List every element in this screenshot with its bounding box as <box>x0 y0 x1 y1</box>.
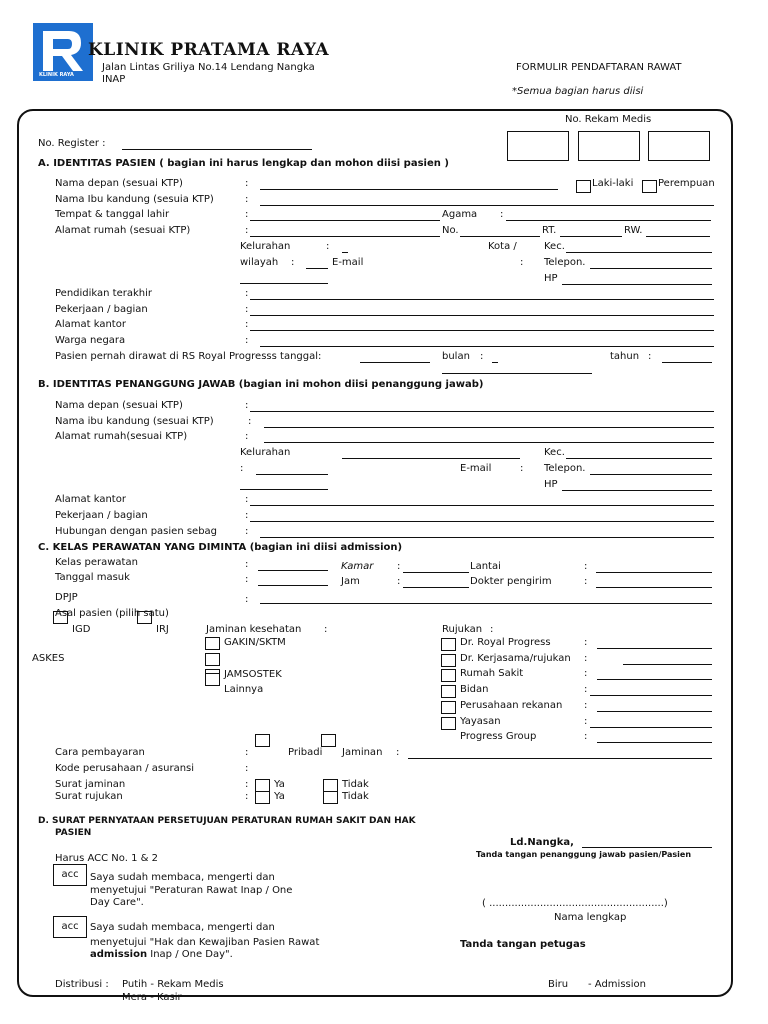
pj-email-field[interactable] <box>240 489 328 490</box>
pendidikan-field[interactable] <box>250 299 714 300</box>
colon: : <box>245 526 249 537</box>
lainnya-label: Lainnya <box>224 684 264 695</box>
form-note: *Semua bagian harus diisi <box>512 86 644 97</box>
no-register-field[interactable] <box>122 149 312 150</box>
pj-pekerjaan-label: Pekerjaan / bagian <box>55 510 148 521</box>
distribusi-label: Distribusi : <box>55 979 109 990</box>
colon: : <box>584 668 588 680</box>
colon: : <box>584 699 588 711</box>
colon: : <box>245 319 249 330</box>
ld-nangka-label: Ld.Nangka, <box>510 837 574 848</box>
admission-label: - Admission <box>588 979 646 990</box>
jaminan-kes-label: Jaminan kesehatan <box>206 624 302 635</box>
colon: : <box>584 715 588 727</box>
colon: : <box>245 763 249 774</box>
form-title: FORMULIR PENDAFTARAN RAWAT <box>516 62 682 73</box>
bulan-field-2[interactable] <box>442 373 592 374</box>
surat-rujukan-label: Surat rujukan <box>55 791 123 802</box>
pj-nama-depan-label: Nama depan (sesuai KTP) <box>55 400 183 411</box>
colon: : <box>248 416 252 427</box>
laki-label: Laki-laki <box>592 178 634 189</box>
kec-field[interactable] <box>566 252 712 253</box>
telepon-field[interactable] <box>590 268 712 269</box>
stmt2-line1: Saya sudah membaca, mengerti dan <box>90 922 275 933</box>
colon: : <box>245 594 249 605</box>
colon: : <box>397 576 401 587</box>
jaminan-label: Jaminan <box>342 747 383 758</box>
putih-label: Putih - Rekam Medis <box>122 979 224 990</box>
colon: : <box>245 178 249 189</box>
pj-wilayah-field[interactable] <box>256 474 328 475</box>
jam-field[interactable] <box>403 587 469 588</box>
irj-checkbox[interactable] <box>137 611 152 624</box>
pj-alamat-label: Alamat rumah(sesuai KTP) <box>55 431 188 442</box>
colon: : <box>245 400 249 411</box>
pj-nama-ibu-label: Nama ibu kandung (sesuai KTP) <box>55 416 214 427</box>
pekerjaan-field[interactable] <box>250 315 714 316</box>
admission-word: admission <box>90 949 148 960</box>
colon: : <box>245 288 249 299</box>
colon: : <box>245 431 249 442</box>
no-field[interactable] <box>460 236 540 237</box>
rujukan-checkbox-3[interactable] <box>441 685 456 698</box>
pj-hubungan-label: Hubungan dengan pasien sebag <box>55 526 218 537</box>
stmt1-line2: menyetujui "Peraturan Rawat Inap / One <box>90 885 293 896</box>
lantai-field[interactable] <box>596 572 712 573</box>
address-line2: INAP <box>102 74 126 85</box>
rujukan-item-label: Bidan <box>460 684 489 696</box>
surat-jaminan-label: Surat jaminan <box>55 779 126 790</box>
pj-kec-label: Kec. <box>544 447 565 458</box>
nama-ibu-label: Nama Ibu kandung (sesuia KTP) <box>55 194 214 205</box>
warga-field[interactable] <box>260 346 714 347</box>
askes-checkbox[interactable] <box>205 653 220 666</box>
colon: : <box>584 576 588 587</box>
clinic-logo <box>33 23 93 81</box>
rujukan-checkbox-4[interactable] <box>441 701 456 714</box>
colon: : <box>245 574 249 585</box>
kelas-label: Kelas perawatan <box>55 557 138 568</box>
tahun-label: tahun <box>610 351 640 362</box>
rekam-medis-box-3[interactable] <box>648 131 710 161</box>
alamat-kantor-label: Alamat kantor <box>55 319 126 330</box>
pj-nama-ibu-field[interactable] <box>264 427 714 428</box>
rujukan-field-0[interactable] <box>597 648 712 649</box>
gakin-label: GAKIN/SKTM <box>224 637 286 648</box>
warga-label: Warga negara <box>55 335 126 346</box>
section-a-heading: A. IDENTITAS PASIEN ( bagian ini harus lengkap dan mohon diisi pasien ) <box>38 158 449 169</box>
colon: : <box>397 561 401 572</box>
pj-alamat-field[interactable] <box>264 442 714 443</box>
colon: : <box>584 561 588 572</box>
pj-pekerjaan-field[interactable] <box>250 521 714 522</box>
alamat-field[interactable] <box>250 236 440 237</box>
wilayah-field[interactable] <box>306 268 328 269</box>
pekerjaan-label: Pekerjaan / bagian <box>55 304 148 315</box>
rujukan-item-label: Dr. Royal Progress <box>460 637 551 648</box>
kota-label: Kota / <box>488 241 517 252</box>
lainnya-checkbox[interactable] <box>205 673 220 686</box>
pj-telepon-label: Telepon. <box>544 463 586 474</box>
asal-label: Asal pasien (pilih satu) <box>55 608 169 619</box>
section-b-heading: B. IDENTITAS PENANGGUNG JAWAB (bagian ini mohon diisi penanggung jawab) <box>38 379 484 390</box>
dokter-label: Dokter pengirim <box>470 576 552 587</box>
stmt1-line1: Saya sudah membaca, mengerti dan <box>90 872 275 883</box>
colon: : <box>584 684 588 696</box>
hp-label: HP <box>544 273 558 284</box>
jaminan-tidak-label: Tidak <box>342 779 369 790</box>
colon: : <box>396 747 400 758</box>
wilayah-label: wilayah <box>240 257 279 268</box>
igd-label: IGD <box>72 624 91 635</box>
colon: : <box>500 209 504 220</box>
colon: : <box>245 209 249 220</box>
rujukan-ya-checkbox[interactable] <box>255 791 270 804</box>
nama-lengkap-label: Nama lengkap <box>554 912 627 923</box>
dokter-field[interactable] <box>596 587 712 588</box>
tanggal-ttd-field[interactable] <box>582 847 712 848</box>
jaminan-ya-label: Ya <box>274 779 285 790</box>
colon: : <box>245 225 249 236</box>
pj-hp-field[interactable] <box>562 490 712 491</box>
colon: : <box>520 463 524 474</box>
kelas-field[interactable] <box>258 570 328 571</box>
colon: : <box>648 351 652 362</box>
colon: : <box>245 510 249 521</box>
ttl-field[interactable] <box>250 220 440 221</box>
lantai-label: Lantai <box>470 561 501 572</box>
bulan-field[interactable] <box>492 362 498 363</box>
pribadi-label: Pribadi <box>288 747 323 758</box>
rujukan-field-5[interactable] <box>590 727 712 728</box>
nama-ibu-field[interactable] <box>260 205 714 206</box>
rt-field[interactable] <box>560 236 622 237</box>
section-c-heading: C. KELAS PERAWATAN YANG DIMINTA (bagian ini diisi admission) <box>38 542 403 553</box>
acc-1-box[interactable]: acc <box>53 864 87 886</box>
bulan-label: bulan <box>442 351 470 362</box>
jam-label: Jam <box>341 576 360 587</box>
ttd-petugas-label: Tanda tangan petugas <box>460 939 586 950</box>
colon: : <box>584 637 588 648</box>
colon: : <box>245 791 249 802</box>
agama-field[interactable] <box>506 220 711 221</box>
colon: : <box>245 747 249 758</box>
dpjp-label: DPJP <box>55 592 78 603</box>
rujukan-item-label: Dr. Kerjasama/rujukan <box>460 652 571 664</box>
colon: : <box>324 624 328 635</box>
clinic-name: KLINIK PRATAMA RAYA <box>88 40 330 60</box>
jaminan-checkbox[interactable] <box>321 734 336 747</box>
perempuan-label: Perempuan <box>658 178 715 189</box>
jaminan-field[interactable] <box>408 758 712 759</box>
rujukan-field-6[interactable] <box>597 742 712 743</box>
harus-acc-label: Harus ACC No. 1 & 2 <box>55 853 158 864</box>
pj-telepon-field[interactable] <box>590 474 712 475</box>
address-line1: Jalan Lintas Griliya No.14 Lendang Nangka <box>102 62 315 73</box>
pj-alamat-kantor-label: Alamat kantor <box>55 494 126 505</box>
askes-label: ASKES <box>32 653 65 664</box>
tahun-field[interactable] <box>662 362 712 363</box>
kelurahan-label: Kelurahan <box>240 241 291 252</box>
telepon-label: Telepon. <box>544 257 586 268</box>
tanggal-label: Tanggal masuk <box>55 572 130 583</box>
pj-email-label: E-mail <box>460 463 492 474</box>
pernah-label: Pasien pernah dirawat di RS Royal Progresss tanggal: <box>55 351 322 362</box>
irj-label: IRJ <box>156 624 169 635</box>
colon: : <box>584 731 588 743</box>
alamat-kantor-field[interactable] <box>250 330 714 331</box>
colon: : <box>245 304 249 315</box>
pernah-field[interactable] <box>360 362 430 363</box>
hp-field[interactable] <box>562 284 712 285</box>
rujukan-checkbox-1[interactable] <box>441 654 456 667</box>
rujukan-checkbox-0[interactable] <box>441 638 456 651</box>
jamsostek-label: JAMSOSTEK <box>224 669 282 680</box>
rujukan-field-3[interactable] <box>590 695 712 696</box>
logo-text: KLINIK RAYA <box>39 72 74 78</box>
rt-label: RT. <box>542 225 557 236</box>
colon: : <box>245 335 249 346</box>
nama-lengkap-field[interactable]: ( .......................................................) <box>482 898 668 909</box>
kamar-field[interactable] <box>403 572 469 573</box>
colon: : <box>240 463 244 474</box>
section-d-heading: D. SURAT PERNYATAAN PERSETUJUAN PERATURAN RUMAH SAKIT DAN HAK <box>38 816 416 826</box>
colon: : <box>520 257 524 268</box>
kec-label: Kec. <box>544 241 565 252</box>
rujukan-tidak-label: Tidak <box>342 791 369 802</box>
stmt2-line3: Inap / One Day". <box>147 949 233 960</box>
pj-alamat-kantor-field[interactable] <box>250 505 714 506</box>
perempuan-checkbox[interactable] <box>642 180 657 193</box>
laki-checkbox[interactable] <box>576 180 591 193</box>
colon: : <box>291 257 295 268</box>
tanggal-field[interactable] <box>258 585 328 586</box>
kelurahan-field[interactable] <box>342 252 348 253</box>
acc-2-box[interactable]: acc <box>53 916 87 938</box>
rujukan-checkbox-2[interactable] <box>441 669 456 682</box>
rujukan-item-label: Yayasan <box>460 715 501 727</box>
ttl-label: Tempat & tanggal lahir <box>55 209 170 220</box>
cara-label: Cara pembayaran <box>55 747 145 758</box>
gakin-checkbox[interactable] <box>205 637 220 650</box>
colon: : <box>480 351 484 362</box>
email-field[interactable] <box>240 283 328 284</box>
rekam-medis-box-1[interactable] <box>507 131 569 161</box>
agama-label: Agama <box>442 209 478 220</box>
rw-field[interactable] <box>646 236 710 237</box>
rujukan-item-label: Rumah Sakit <box>460 668 524 680</box>
kamar-label: Kamar <box>341 561 374 572</box>
rujukan-label: Rujukan <box>442 624 483 635</box>
pribadi-checkbox[interactable] <box>255 734 270 747</box>
no-register-label: No. Register : <box>38 138 106 149</box>
colon: : <box>490 624 494 635</box>
rujukan-field-4[interactable] <box>597 711 712 712</box>
rujukan-ya-label: Ya <box>274 791 285 802</box>
rujukan-item-label: Perusahaan rekanan <box>460 699 563 711</box>
section-d-heading-2: PASIEN <box>55 828 92 838</box>
biru-label: Biru <box>548 979 569 990</box>
dpjp-field[interactable] <box>260 603 712 604</box>
rujukan-item-label: Progress Group <box>460 731 537 743</box>
ttd-pj-label: Tanda tangan penanggung jawab pasien/Pasien <box>476 850 692 859</box>
colon: : <box>245 779 249 790</box>
rujukan-field-2[interactable] <box>597 679 712 680</box>
colon: : <box>245 559 249 570</box>
pj-hubungan-field[interactable] <box>260 537 714 538</box>
pj-kelurahan-field[interactable] <box>342 458 520 459</box>
rujukan-tidak-checkbox[interactable] <box>323 791 338 804</box>
pendidikan-label: Pendidikan terakhir <box>55 288 153 299</box>
stmt2-line2: menyetujui "Hak dan Kewajiban Pasien Rawat <box>90 937 320 948</box>
mera-label: Mera - Kasir <box>122 992 182 1003</box>
rw-label: RW. <box>624 225 643 236</box>
rekam-medis-box-2[interactable] <box>578 131 640 161</box>
rujukan-field-1[interactable] <box>623 664 712 665</box>
no-label: No. <box>442 225 459 236</box>
nama-depan-label: Nama depan (sesuai KTP) <box>55 178 183 189</box>
colon: : <box>245 194 249 205</box>
email-label: E-mail <box>332 257 364 268</box>
colon: : <box>584 652 588 664</box>
nama-depan-field[interactable] <box>260 189 558 190</box>
colon: : <box>245 494 249 505</box>
stmt1-line3: Day Care". <box>90 897 144 908</box>
kode-label: Kode perusahaan / asuransi <box>55 763 195 774</box>
colon: : <box>326 241 330 252</box>
rekam-medis-label: No. Rekam Medis <box>565 114 652 125</box>
alamat-label: Alamat rumah (sesuai KTP) <box>55 225 191 236</box>
pj-hp-label: HP <box>544 479 558 490</box>
igd-checkbox[interactable] <box>53 611 68 624</box>
pj-nama-depan-field[interactable] <box>250 411 714 412</box>
rujukan-checkbox-5[interactable] <box>441 717 456 730</box>
pj-kec-field[interactable] <box>566 458 712 459</box>
pj-kelurahan-label: Kelurahan <box>240 447 291 458</box>
